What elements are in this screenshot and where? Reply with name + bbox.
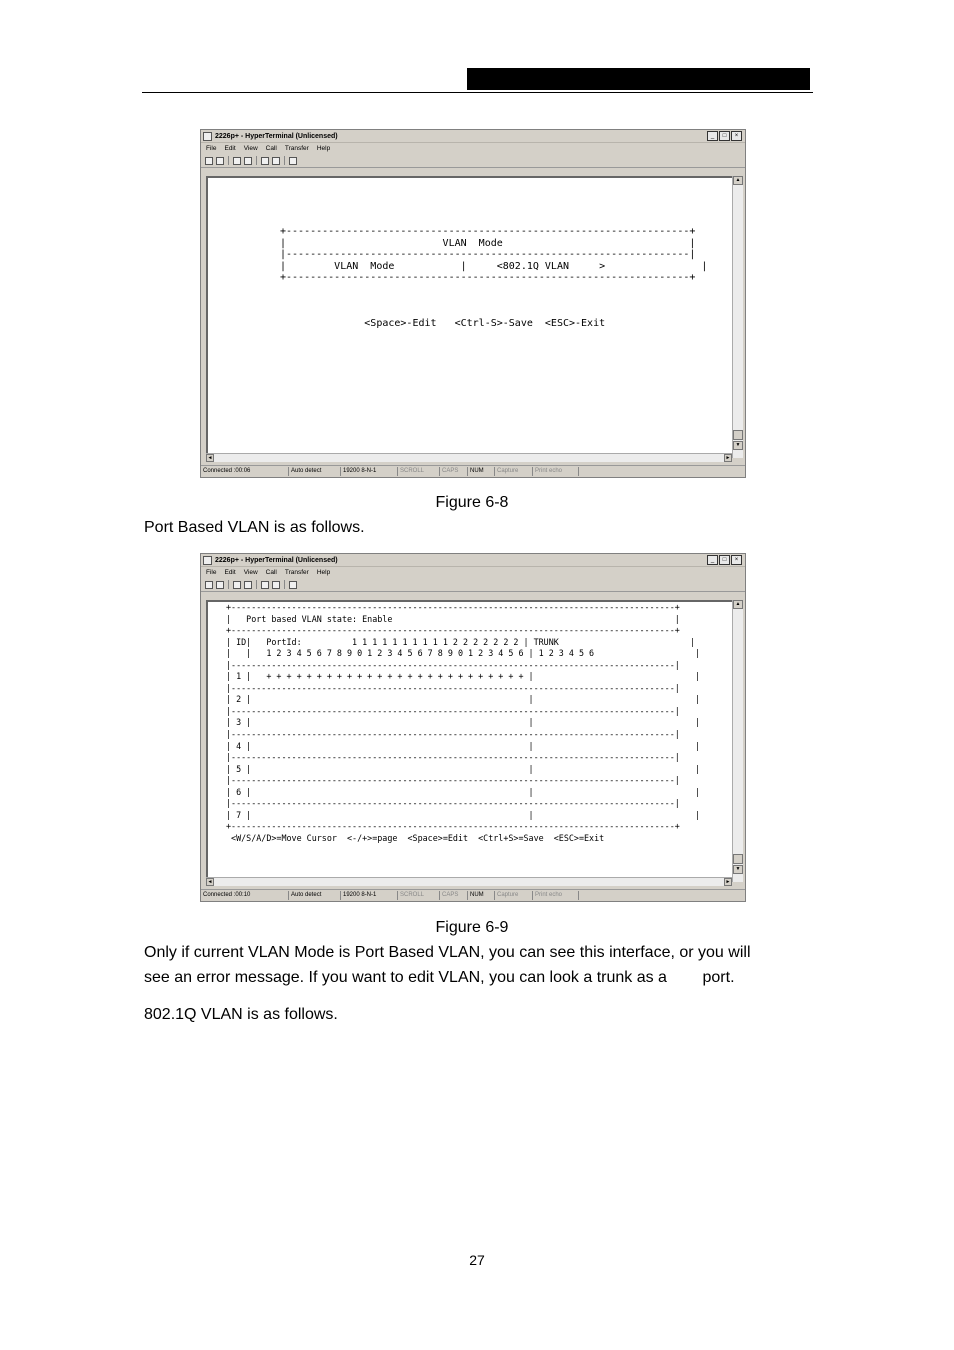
status-print-echo: Print echo: [533, 891, 579, 900]
title-bar: [201, 554, 745, 567]
properties-icon[interactable]: [289, 157, 297, 165]
menu-file[interactable]: File: [206, 569, 217, 576]
status-bar: [201, 889, 745, 901]
close-button[interactable]: ×: [731, 131, 742, 141]
status-connected: Connected :00:06: [201, 467, 289, 476]
menu-view[interactable]: View: [243, 569, 258, 576]
menu-transfer[interactable]: Transfer: [284, 145, 309, 152]
hyperterminal-window-fig9: [200, 553, 746, 902]
menu-view[interactable]: View: [243, 145, 258, 152]
vertical-scrollbar[interactable]: [732, 176, 743, 458]
window-title: 2226p+ - HyperTerminal (Unlicensed): [215, 132, 338, 140]
new-icon[interactable]: [205, 581, 213, 589]
body-text: 802.1Q VLAN is as follows.: [144, 1006, 338, 1023]
menu-bar: [201, 143, 745, 154]
header-rule: [142, 92, 813, 93]
toolbar-separator: [228, 580, 229, 589]
status-baud: 19200 8-N-1: [341, 891, 398, 900]
scroll-thumb[interactable]: [733, 854, 743, 864]
status-num: NUM: [468, 467, 495, 476]
status-capture: Capture: [495, 467, 533, 476]
terminal-text: +----------------------------------------------------------------------------------------+ | Port based VLAN state: Enable | +----------------------------------------------------------------------------------------+ | ID| PortId: 1 1 1 1 1 1 1 1 1 1 2 2 2 2 2 2 2 | TRUNK | | | 1 2 3 4 5 6 7 8 9 0 1 2 3 4 5 6 7 8 9 0 1 2 3 4 5 6 | 1 2 3 4 5 6 | |----------------------------------------------------------------------------------------| | 1 | + + + + + + + + + + + + + + + + + + + + + + + + + + | | |----------------------------------------------------------------------------------------| | 2 | | | |----------------------------------------------------------------------------------------| | 3 | | | |----------------------------------------------------------------------------------------| | 4 | | | |----------------------------------------------------------------------------------------| | 5 | | | |----------------------------------------------------------------------------------------| | 6 | | | |----------------------------------------------------------------------------------------| | 7 | | | +----------------------------------------------------------------------------------------+ <W/S/A/D>=Move Cursor <-/+>=page <Space>=Edit <Ctrl+S>=Save <ESC>=Exit: [226, 602, 700, 843]
horizontal-scrollbar[interactable]: [206, 877, 732, 886]
status-connected: Connected :00:10: [201, 891, 289, 900]
scroll-down-icon[interactable]: ▼: [733, 441, 743, 450]
scroll-left-icon[interactable]: ◄: [207, 879, 213, 885]
terminal-screen[interactable]: [206, 600, 732, 882]
scroll-up-icon[interactable]: ▲: [733, 600, 743, 609]
menu-help[interactable]: Help: [316, 569, 331, 576]
status-scroll: SCROLL: [398, 891, 440, 900]
status-capture: Capture: [495, 891, 533, 900]
status-scroll: SCROLL: [398, 467, 440, 476]
call-icon[interactable]: [233, 157, 241, 165]
toolbar: [201, 578, 745, 592]
figure-caption: Figure 6-8: [435, 494, 509, 511]
menu-bar: [201, 567, 745, 578]
menu-help[interactable]: Help: [316, 145, 331, 152]
menu-file[interactable]: File: [206, 145, 217, 152]
status-print-echo: Print echo: [533, 467, 579, 476]
app-icon: [203, 556, 212, 565]
minimize-button[interactable]: _: [707, 555, 718, 565]
status-detect: Auto detect: [289, 467, 341, 476]
scroll-down-icon[interactable]: ▼: [733, 865, 743, 874]
app-icon: [203, 132, 212, 141]
call-icon[interactable]: [233, 581, 241, 589]
toolbar-separator: [284, 580, 285, 589]
maximize-button[interactable]: □: [719, 131, 730, 141]
menu-call[interactable]: Call: [265, 569, 277, 576]
toolbar: [201, 154, 745, 168]
status-num: NUM: [468, 891, 495, 900]
body-text: see an error message. If you want to edit VLAN, you can look a trunk as a port.: [144, 969, 735, 986]
new-icon[interactable]: [205, 157, 213, 165]
status-caps: CAPS: [440, 891, 468, 900]
header-bar: [467, 68, 810, 90]
hyperterminal-window-fig8: [200, 129, 746, 478]
menu-edit[interactable]: Edit: [224, 569, 236, 576]
scroll-thumb[interactable]: [733, 430, 743, 440]
scroll-right-icon[interactable]: ►: [725, 879, 731, 885]
receive-icon[interactable]: [272, 157, 280, 165]
figure-caption: Figure 6-9: [435, 919, 509, 936]
maximize-button[interactable]: □: [719, 555, 730, 565]
status-bar: [201, 465, 745, 477]
toolbar-separator: [256, 580, 257, 589]
open-icon[interactable]: [216, 581, 224, 589]
toolbar-separator: [256, 156, 257, 165]
menu-transfer[interactable]: Transfer: [284, 569, 309, 576]
page-number: 27: [469, 1252, 485, 1268]
disconnect-icon[interactable]: [244, 157, 252, 165]
window-title: 2226p+ - HyperTerminal (Unlicensed): [215, 556, 338, 564]
body-text: Port Based VLAN is as follows.: [144, 519, 365, 536]
properties-icon[interactable]: [289, 581, 297, 589]
scroll-up-icon[interactable]: ▲: [733, 176, 743, 185]
minimize-button[interactable]: _: [707, 131, 718, 141]
toolbar-separator: [284, 156, 285, 165]
receive-icon[interactable]: [272, 581, 280, 589]
close-button[interactable]: ×: [731, 555, 742, 565]
send-icon[interactable]: [261, 157, 269, 165]
menu-call[interactable]: Call: [265, 145, 277, 152]
send-icon[interactable]: [261, 581, 269, 589]
title-bar: [201, 130, 745, 143]
terminal-screen[interactable]: [206, 176, 732, 458]
body-text: Only if current VLAN Mode is Port Based VLAN, you can see this interface, or you will: [144, 944, 751, 961]
menu-edit[interactable]: Edit: [224, 145, 236, 152]
vertical-scrollbar[interactable]: [732, 600, 743, 882]
scroll-right-icon[interactable]: ►: [725, 455, 731, 461]
open-icon[interactable]: [216, 157, 224, 165]
scroll-left-icon[interactable]: ◄: [207, 455, 213, 461]
terminal-text: +-------------------------------------------------------------------+ | VLAN Mode | |-------------------------------------------------------------------| | VLAN Mode | <802.1Q VLAN > | +-------------------------------------------------------------------+ <Space>-Edit <Ctrl-S>-Save <ESC>-Exit: [280, 226, 708, 329]
toolbar-separator: [228, 156, 229, 165]
status-detect: Auto detect: [289, 891, 341, 900]
horizontal-scrollbar[interactable]: [206, 453, 732, 462]
status-baud: 19200 8-N-1: [341, 467, 398, 476]
status-caps: CAPS: [440, 467, 468, 476]
disconnect-icon[interactable]: [244, 581, 252, 589]
